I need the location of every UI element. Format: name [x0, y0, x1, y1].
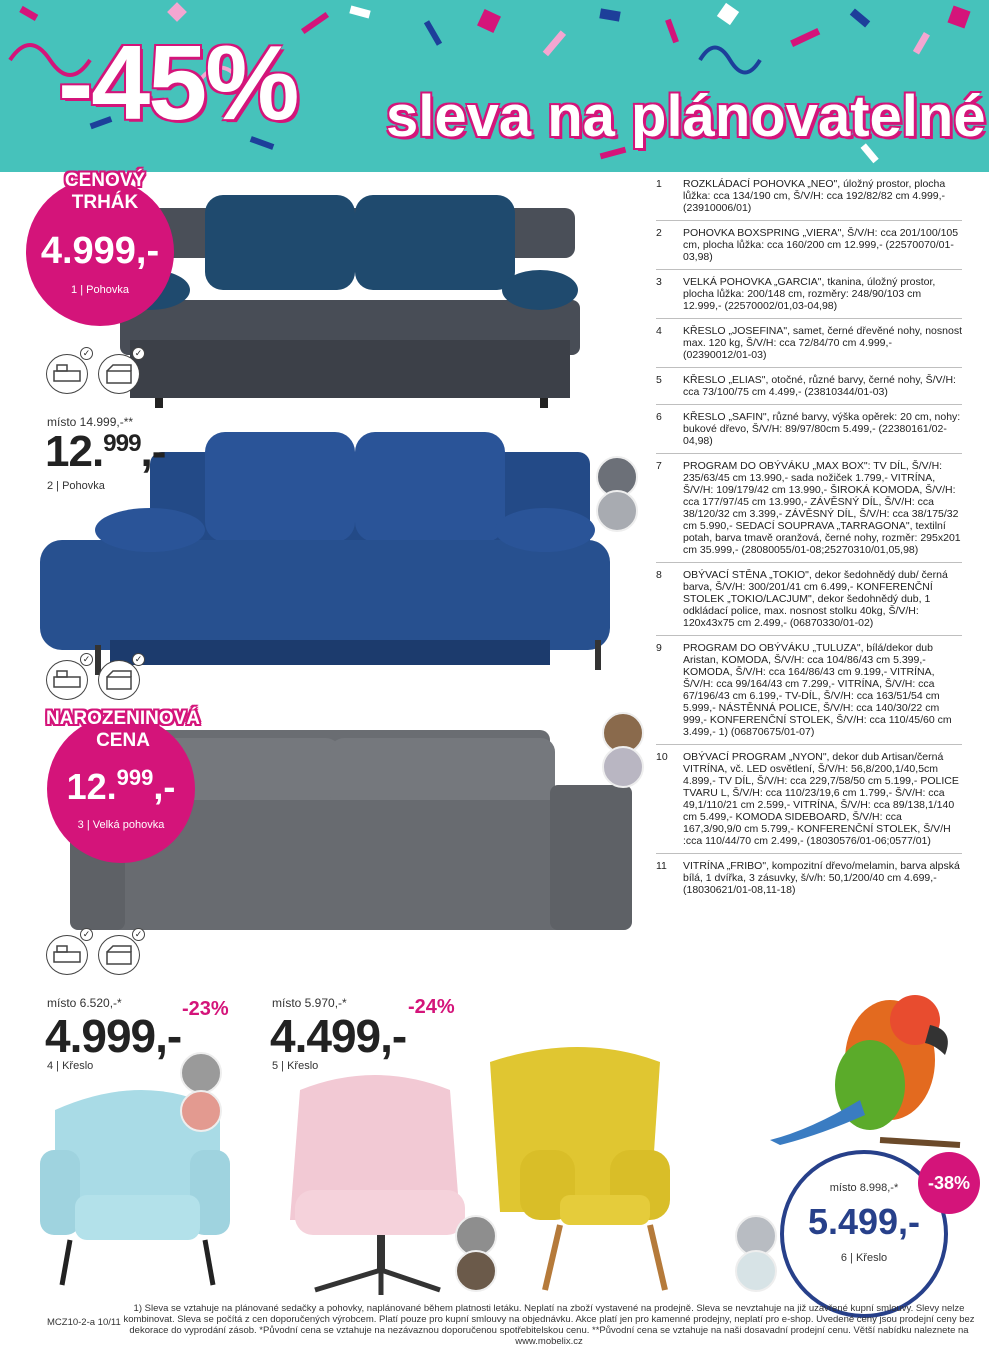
- footer-disclaimer: 1) Sleva se vztahuje na plánované sedačky a pohovky, naplánované během platnosti letáku. Neplatí na zboží vystavené na prodejně. Sleva se nevztahuje na již uzavřené kupní smlouvy. Slevy nelze kombinovat. Sleva se počítá z cen doporučených výrobcem. Platí pouze pro kupní smlouvy na objednávku. Akce platí jen pro kamenné prodejny, neplatí pro e-shop. Uvedené ceny jsou prodejní ceny bez dekorace do vyprodání zásob. *Původní cena se vztahuje na nezávaznou doporučenou spotřebitelskou cenu. **Původní cena se vztahuje na naši dosavadní prodejní cenu. Větší nabídku naleznete na www.mobelix.cz: [123, 1303, 975, 1347]
- item-description: KŘESLO „ELIAS", otočné, různé barvy, černé nohy, Š/V/H: cca 73/100/75 cm 4.499,- (23810344/01-03): [683, 374, 956, 398]
- sleeping-function-icon: [46, 935, 88, 975]
- parrot-decoration: [770, 995, 960, 1145]
- item-number: 10: [656, 751, 668, 763]
- item-description: PROGRAM DO OBÝVÁKU „MAX BOX": TV DÍL, Š/V/H: 235/63/45 cm 13.990,- sada nožiček 1.799,- VITRÍNA, Š/V/H: 109/179/42 cm 13.990,- ŠIROKÁ KOMODA, Š/V/H: cca 177/97/45 cm 13.990,- ZÁVĚSNÝ DÍL, Š/V/H: cca 38/120/32 cm 3.399,- ZÁVĚSNÝ DÍL, Š/V/H: cca 38/175/32 cm 5.990,- SEDACÍ SOUPRAVA „TARRAGONA", textilní potah, barva tmavě oranžová, černé nohy, rozměr: 295x201 cm 35.999,- (28080055/01-08;25270310/01,05,98): [683, 460, 961, 556]
- item-description: KŘESLO „SAFIN", různé barvy, výška opěrek: 20 cm, nohy: bukové dřevo, Š/V/H: 89/97/80cm 5.499,- (22380161/02-04,98): [683, 411, 961, 447]
- item-description: VELKÁ POHOVKA „GARCIA", tkanina, úložný prostor, plocha lůžka: 200/148 cm, rozměry: 248/90/103 cm 12.999,- (22570002/01,03-04,98): [683, 276, 936, 312]
- product-list-item: [656, 276, 962, 319]
- sleeping-function-icon: [46, 354, 88, 394]
- offer-1-caption: 1 | Pohovka: [71, 284, 129, 296]
- offer-3-price: 12.$^{999}$,-: [66, 765, 176, 807]
- product-list-item: [656, 325, 962, 368]
- offer-4-discount: -23%: [182, 998, 229, 1020]
- item-number: 3: [656, 276, 662, 288]
- item-description: OBÝVACÍ PROGRAM „NYON", dekor dub Artisan/černá VITRÍNA, vč. LED osvětlení, Š/V/H: 56,8/200,1/40,5cm 4.899,- TV DÍL, Š/V/H: cca 229,7/58/50 cm 5.199,- POLICE TVARU L, Š/V/H: cca 110/23/19,6 cm 1.799,- Š/V/H: cca 49,1/110/21 cm 2.599,- VITRÍNA, Š/V/H: cca 89/138,1/140 cm 5.499,- KOMODA SIDEBOARD, Š/V/H: cca 167,3/90,9/0 cm 5.799,- KONFERENČNÍ STOLEK, Š/V/H :cca 110/44/70 cm 2.499,- (18030576/01-06;0577/01): [683, 751, 959, 847]
- leaflet-code: MCZ10-2-a 10/11: [47, 1317, 121, 1328]
- product-list-item: [656, 860, 962, 902]
- offer-1-price: 4.999,-: [40, 230, 160, 272]
- offer-3-label: NAROZENINOVÁ CENA: [45, 708, 201, 751]
- item-number: 2: [656, 227, 662, 239]
- color-swatch-brown-swivel[interactable]: [455, 1250, 497, 1292]
- item-description: ROZKLÁDACÍ POHOVKA „NEO", úložný prostor, plocha lůžka: cca 134/190 cm, Š/V/H: cca 192/82/82 cm 4.999,- (23910006/01): [683, 178, 946, 214]
- item-description: POHOVKA BOXSPRING „VIERA", Š/V/H: cca 201/100/105 cm, plocha lůžka: cca 160/200 cm 12.999,- (22570070/01-03,98): [683, 227, 959, 263]
- storage-icon: [98, 354, 140, 394]
- offer-5-original-price: místo 5.970,-*: [272, 996, 347, 1010]
- color-swatch-grey-chair[interactable]: [180, 1052, 222, 1094]
- product-list-item: [656, 374, 962, 405]
- item-number: 8: [656, 569, 662, 581]
- check-icon: ✓: [132, 347, 145, 360]
- item-number: 1: [656, 178, 662, 190]
- color-swatch-salmon-chair[interactable]: [180, 1090, 222, 1132]
- product-list-item: [656, 751, 962, 854]
- offer-2-caption: 2 | Pohovka: [47, 480, 105, 492]
- offer-6-price: 5.499,-: [807, 1201, 921, 1242]
- sofa-neo-image: [110, 195, 580, 408]
- item-description: PROGRAM DO OBÝVÁKU „TULUZA", bílá/dekor dub Aristan, KOMODA, Š/V/H: cca 104/86/43 cm 5.399,- KOMODA, Š/V/H: cca 164/86/43 cm 9.199,- VITRÍNA, Š/V/H: cca 99/164/43 cm 7.299,- VITRÍNA, Š/V/H: cca 67/196/43 cm 6.199,- TV-DÍL, Š/V/H: cca 163/51/54 cm 5.999,- NÁSTĚNNÁ POLICE, Š/V/H: cca 140/30/22 cm 999,- KONFERENČNÍ STOLEK, Š/V/H: cca 110/45/60 cm 3.499,- 1) (06870675/01-07): [683, 642, 952, 738]
- sleeping-function-icon: [46, 660, 88, 700]
- offer-6-caption: 6 | Křeslo: [840, 1252, 888, 1264]
- item-description: OBÝVACÍ STĚNA „TOKIO", dekor šedohnědý dub/ černá barva, Š/V/H: 300/201/41 cm 6.499,- KONFERENČNÍ STOLEK „TOKIO/LACJUM", dekor šedohnědý dub, 1 odkládací police, max. nosnost stolku 40kg, Š/V/H: 120x43x75 cm 2.499,- (06870330/01-02): [683, 569, 948, 629]
- banner-percent: -45%: [58, 24, 298, 142]
- check-icon: ✓: [80, 653, 93, 666]
- item-description: KŘESLO „JOSEFINA", samet, černé dřevěné nohy, nosnost max. 120 kg, Š/V/H: cca 72/84/70 cm 4.999,- (02390012/01-03): [683, 325, 962, 361]
- storage-icon: [98, 660, 140, 700]
- item-number: 11: [656, 860, 667, 872]
- item-number: 9: [656, 642, 662, 654]
- chair-safin-image: [490, 1047, 670, 1290]
- offer-1-label: CENOVÝ TRHÁK: [64, 170, 146, 213]
- item-number: 4: [656, 325, 662, 337]
- product-list-item: [656, 460, 962, 563]
- product-list-item: [656, 642, 962, 745]
- storage-icon: [98, 935, 140, 975]
- banner-headline: sleva na plánovatelné: [386, 84, 986, 149]
- offer-2-original-price: místo 14.999,-**: [47, 415, 134, 429]
- check-icon: ✓: [132, 928, 145, 941]
- chair-elias-image: [290, 1075, 465, 1295]
- offer-5-caption: 5 | Křeslo: [272, 1060, 319, 1072]
- product-list-item: [656, 178, 962, 221]
- offer-5-price: 4.499,-: [270, 1010, 407, 1062]
- product-list-item: [656, 227, 962, 270]
- color-swatch-lightgrey[interactable]: [596, 490, 638, 532]
- product-list: [656, 178, 962, 908]
- offer-2-price: 12.$^{999}$,-: [45, 427, 166, 476]
- check-icon: ✓: [132, 653, 145, 666]
- item-number: 5: [656, 374, 662, 386]
- offer-3-caption: 3 | Velká pohovka: [77, 819, 165, 831]
- offer-6-discount: -38%: [918, 1152, 980, 1214]
- color-swatch-mint-yellowchair[interactable]: [735, 1250, 777, 1292]
- product-list-item: [656, 411, 962, 454]
- item-number: 7: [656, 460, 662, 472]
- offer-4-caption: 4 | Křeslo: [47, 1060, 94, 1072]
- offer-5-discount: -24%: [408, 996, 455, 1018]
- item-description: VITRÍNA „FRIBO", kompozitní dřevo/melamin, barva alpská bílá, 1 dvířka, 3 zásuvky, š/v/h: 50,1/200/40 cm 4.699,- (18030621/01-08,11-18): [683, 860, 960, 896]
- color-swatch-lavender[interactable]: [602, 746, 644, 788]
- offer-4-price: 4.999,-: [45, 1010, 182, 1062]
- offer-6-original-price: místo 8.998,-*: [829, 1182, 899, 1194]
- offer-4-original-price: místo 6.520,-*: [47, 996, 122, 1010]
- product-list-item: [656, 569, 962, 636]
- check-icon: ✓: [80, 347, 93, 360]
- check-icon: ✓: [80, 928, 93, 941]
- item-number: 6: [656, 411, 662, 423]
